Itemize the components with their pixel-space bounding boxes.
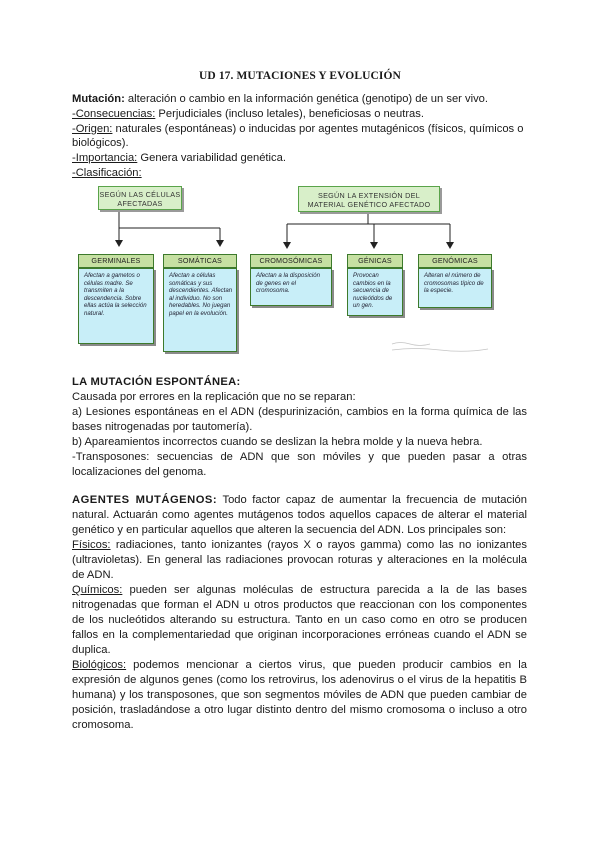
genomicas-description: Alteran el número de cromosomas típico de la especie. <box>418 268 492 308</box>
arrow-head <box>370 242 378 249</box>
arrow-head <box>115 240 123 247</box>
watermark-scribble <box>390 340 490 352</box>
agentes-intro: Todo factor capaz de aumentar la frecuencia de mutación natural. Actuarán como agentes mutágenos todos aquellos capaces de alterar el material genético y en particular aquellos que alteren la secuencia del ADN. Los principales son: <box>72 494 528 536</box>
clasificacion-label: -Clasificación: <box>72 166 142 179</box>
group-celulas-header: SEGÚN LAS CÉLULAS AFECTADAS <box>98 186 182 210</box>
category-cromosomicas: CROMOSÓMICAS <box>250 254 332 268</box>
origen-line <box>72 122 532 152</box>
diagram-watermark <box>390 340 500 355</box>
espontanea-intro: Causada por errores en la replicación que no se reparan: <box>72 391 356 403</box>
biologicos-text: podemos mencionar a ciertos virus, que pueden producir cambios en la expresión de algunos genes (como los retrovirus, los adenovirus o el virus de la hepatitis B humana) y los transposones, que son segmentos móviles de ADN que pueden cambiar de posición, trasladándose a otro lugar distinto dentro del mismo cromosoma o incluso a otro cromosoma. <box>72 659 527 731</box>
genicas-description: Provocan cambios en la secuencia de nucleótidos de un gen. <box>347 268 403 316</box>
somaticas-description: Afectan a células somáticas y sus descendientes. Afectan al individuo. No son heredables. No juegan papel en la evolución. <box>163 268 237 352</box>
espontanea-transposones: -Transposones: secuencias de ADN que son móviles y que pueden pasar a otras localizaciones del genoma. <box>72 451 527 478</box>
consecuencias-label: -Consecuencias: <box>72 107 156 120</box>
espontanea-heading: LA MUTACIÓN ESPONTÁNEA: <box>72 376 241 388</box>
quimicos-paragraph <box>72 583 527 658</box>
origen-text: naturales (espontáneas) o inducidas por agentes mutagénicos (físicos, químicos o biológicos). <box>72 122 524 150</box>
category-germinales: GERMINALES <box>78 254 154 268</box>
importancia-text: Genera variabilidad genética. <box>137 152 286 165</box>
intro-section <box>72 92 532 181</box>
quimicos-text: pueden ser algunas moléculas de estructura parecida a la de las bases nitrogenadas que forman el ADN u otros productos que reaccionan con los componentes de los nucleótidos alterando su estructura. Tanto en un caso como en otro se producen fallos en la complementariedad que originan incorporaciones erróneas cuando el ADN se duplica. <box>72 584 527 656</box>
category-genomicas: GENÓMICAS <box>418 254 492 268</box>
category-somaticas: SOMÁTICAS <box>163 254 237 268</box>
mutacion-text: alteración o cambio en la información genética (genotipo) de un ser vivo. <box>124 93 489 105</box>
agentes-heading: AGENTES MUTÁGENOS: <box>72 494 218 506</box>
category-genicas: GÉNICAS <box>347 254 403 268</box>
group-extension-header: SEGÚN LA EXTENSIÓN DEL MATERIAL GENÉTICO AFECTADO <box>298 186 440 212</box>
agentes-intro-paragraph <box>72 493 527 538</box>
fisicos-text: radiaciones, tanto ionizantes (rayos X o rayos gamma) como las no ionizantes (ultravioletas). En general las radiaciones provocan roturas y alteraciones en la molécula de ADN. <box>72 539 527 581</box>
mutacion-label: Mutación: <box>72 93 125 105</box>
origen-label: -Origen: <box>72 122 113 135</box>
arrow-head <box>283 242 291 249</box>
importancia-line <box>72 151 532 166</box>
espontanea-item-a: a) Lesiones espontáneas en el ADN (despurinización, cambios en la forma química de las bases nitrogenadas por tautomería). <box>72 406 527 433</box>
fisicos-label: Físicos: <box>72 539 111 551</box>
clasificacion-line <box>72 166 532 181</box>
germinales-description: Afectan a gametos o células madre. Se transmiten a la descendencia. Sobre ellas actúa la selección natural. <box>78 268 154 344</box>
quimicos-label: Químicos: <box>72 584 123 596</box>
consecuencias-line <box>72 107 532 122</box>
classification-diagram <box>72 182 512 362</box>
espontanea-section <box>72 375 527 480</box>
biologicos-label: Biológicos: <box>72 659 127 671</box>
fisicos-paragraph <box>72 538 527 583</box>
espontanea-item-b: b) Apareamientos incorrectos cuando se deslizan la hebra molde y la nueva hebra. <box>72 436 483 448</box>
page-title: UD 17. MUTACIONES Y EVOLUCIÓN <box>199 70 401 82</box>
mutacion-definition <box>72 92 532 107</box>
arrow-head <box>446 242 454 249</box>
cromosomicas-description: Afectan a la disposición de genes en el cromosoma. <box>250 268 332 306</box>
arrow-head <box>216 240 224 247</box>
biologicos-paragraph <box>72 658 527 733</box>
consecuencias-text: Perjudiciales (incluso letales), beneficiosas o neutras. <box>155 107 424 120</box>
importancia-label: -Importancia: <box>72 152 138 165</box>
agentes-section <box>72 493 527 733</box>
